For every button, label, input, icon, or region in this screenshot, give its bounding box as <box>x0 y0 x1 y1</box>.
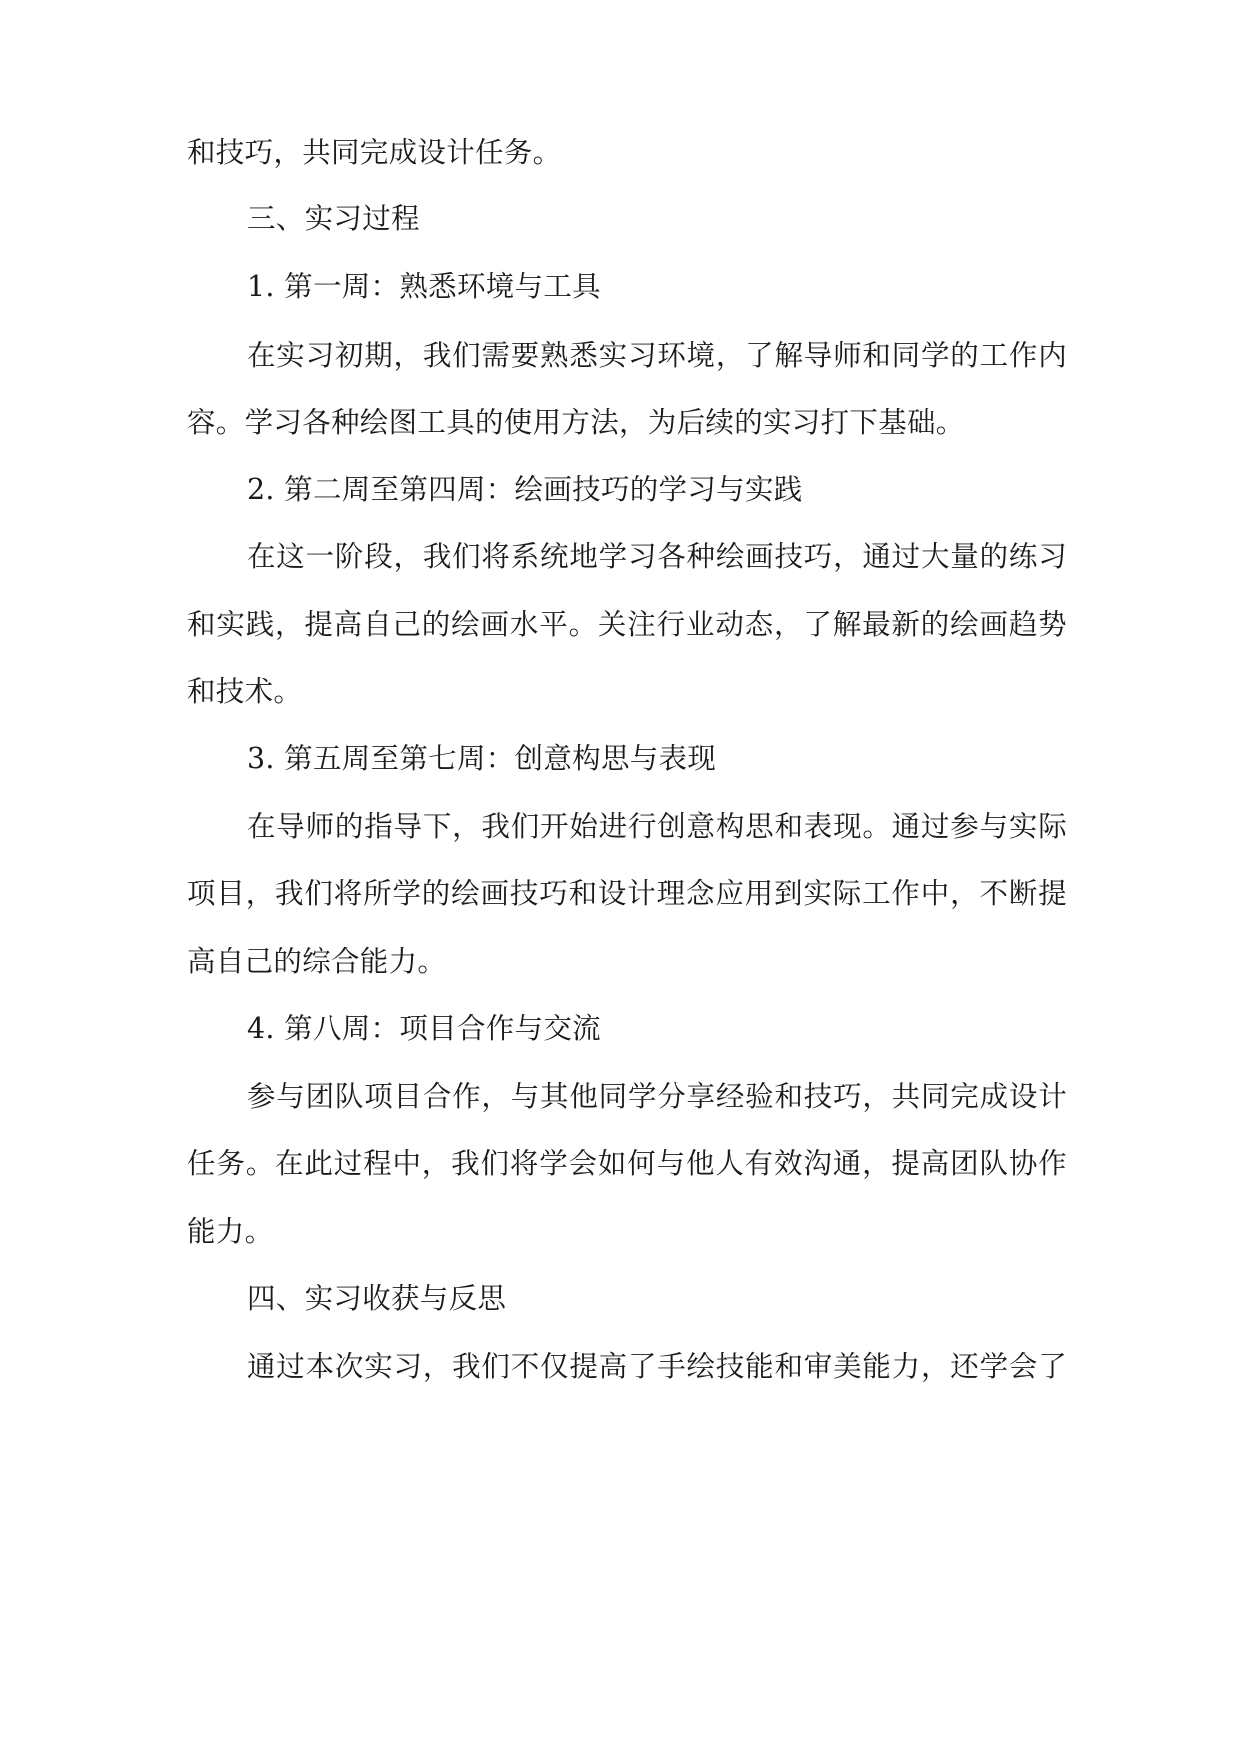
paragraph-week-1-line-1: 在实习初期，我们需要熟悉实习环境，了解导师和同学的工作内 <box>247 339 1067 372</box>
subheading-week-8: 4. 第八周：项目合作与交流 <box>247 1012 601 1045</box>
paragraph-week-5-7-line-1: 在导师的指导下，我们开始进行创意构思和表现。通过参与实际 <box>247 810 1067 843</box>
paragraph-week-8-line-1: 参与团队项目合作，与其他同学分享经验和技巧，共同完成设计 <box>247 1080 1067 1113</box>
paragraph-week-2-4-line-3: 和技术。 <box>187 675 303 708</box>
paragraph-week-2-4-line-1: 在这一阶段，我们将系统地学习各种绘画技巧，通过大量的练习 <box>247 540 1067 573</box>
subheading-week-1: 1. 第一周：熟悉环境与工具 <box>247 270 601 303</box>
paragraph-continuation-line: 和技巧，共同完成设计任务。 <box>187 136 562 169</box>
paragraph-week-5-7-line-3: 高自己的综合能力。 <box>187 945 447 978</box>
paragraph-gains-line-1: 通过本次实习，我们不仅提高了手绘技能和审美能力，还学会了 <box>247 1350 1067 1383</box>
paragraph-week-1-line-2: 容。学习各种绘图工具的使用方法，为后续的实习打下基础。 <box>187 406 965 439</box>
paragraph-week-5-7-line-2: 项目，我们将所学的绘画技巧和设计理念应用到实际工作中，不断提 <box>187 877 1067 910</box>
paragraph-week-8-line-3: 能力。 <box>187 1215 274 1248</box>
section-heading-gains-reflection: 四、实习收获与反思 <box>247 1282 507 1315</box>
paragraph-week-8-line-2: 任务。在此过程中，我们将学会如何与他人有效沟通，提高团队协作 <box>187 1147 1067 1180</box>
subheading-week-2-4: 2. 第二周至第四周：绘画技巧的学习与实践 <box>247 473 803 506</box>
section-heading-internship-process: 三、实习过程 <box>247 202 420 235</box>
subheading-week-5-7: 3. 第五周至第七周：创意构思与表现 <box>247 742 717 775</box>
paragraph-week-2-4-line-2: 和实践，提高自己的绘画水平。关注行业动态，了解最新的绘画趋势 <box>187 608 1067 641</box>
